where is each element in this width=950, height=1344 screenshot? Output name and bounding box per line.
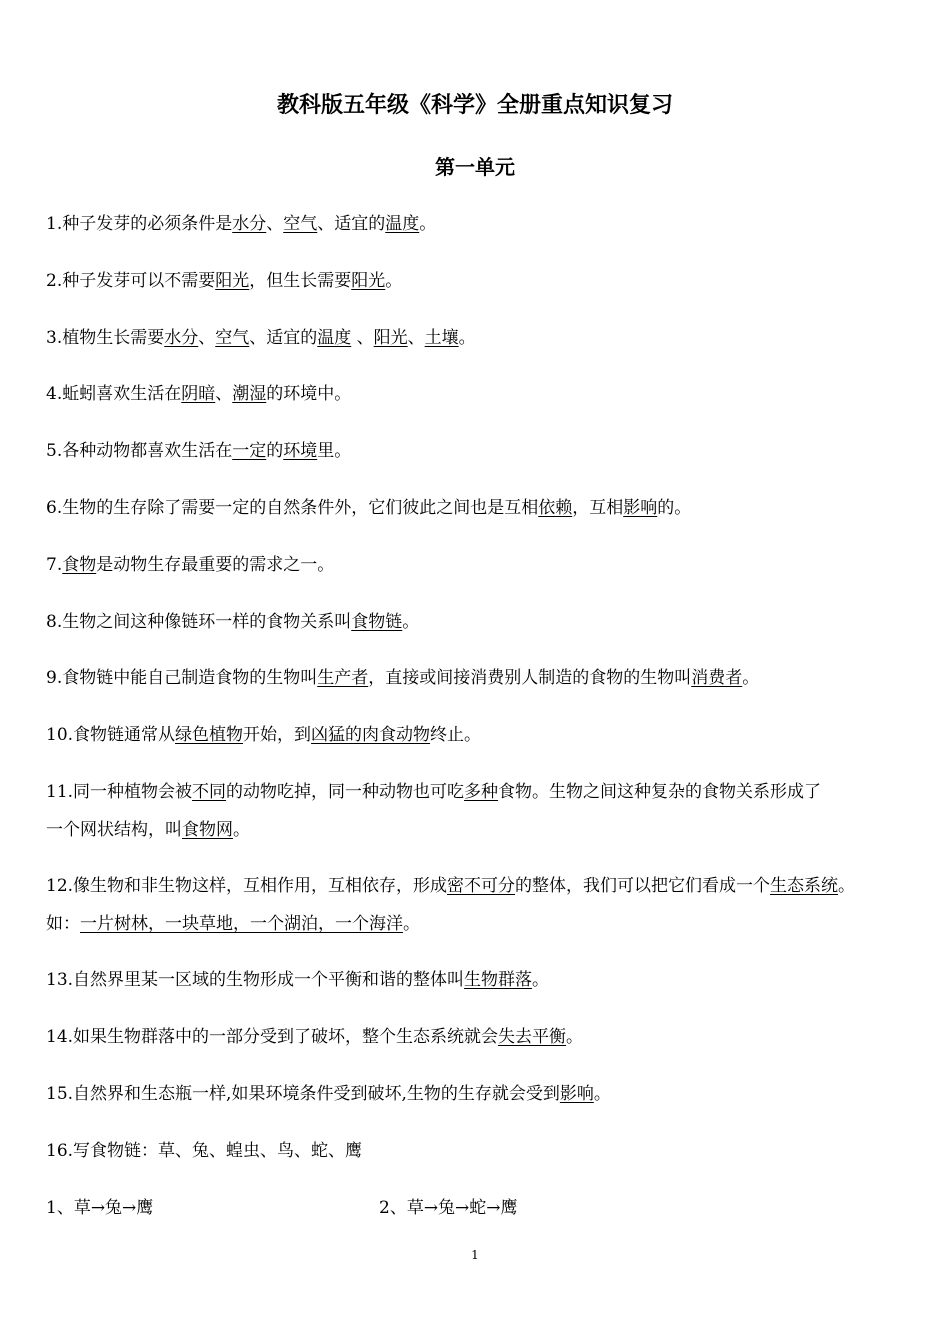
item-text: 终止。 — [430, 725, 482, 745]
item-text: 的动物吃掉，同一种动物也可吃 — [226, 782, 465, 802]
answer-blank: 依赖 — [538, 498, 573, 518]
item-text: 、 — [351, 328, 374, 348]
answer-blank: 水分 — [164, 328, 199, 348]
item-text: 是动物生存最重要的需求之一。 — [96, 555, 335, 575]
item-text: 。 — [566, 1027, 584, 1047]
list-item — [46, 269, 916, 293]
answer-blank: 食物网 — [182, 820, 233, 840]
answer-blank: 绿色植物 — [175, 725, 244, 745]
answer-blank: 潮湿 — [232, 384, 267, 404]
item-text: 、 — [407, 328, 425, 348]
answer-blank: 生产者 — [317, 668, 369, 688]
list-item — [46, 874, 916, 898]
list-item — [46, 666, 916, 690]
item-text: 12.像生物和非生物这样，互相作用，互相依存，形成 — [46, 876, 448, 896]
item-text: ，但生长需要 — [249, 271, 352, 291]
answer-blank: 环境 — [283, 441, 318, 461]
answer-blank: 密不可分 — [447, 876, 516, 896]
item-text: 。 — [385, 271, 403, 291]
answer-blank: 不同 — [192, 782, 227, 802]
item-text: 5.各种动物都喜欢生活在 — [46, 441, 233, 461]
item-text: 13.自然界里某一区域的生物形成一个平衡和谐的整体叫 — [46, 970, 465, 990]
answer-blank: 影响 — [559, 1084, 594, 1104]
item-text: 、适宜的 — [317, 214, 386, 234]
item-text: 开始，到 — [243, 725, 312, 745]
item-text: 。 — [532, 970, 550, 990]
answer-blank: 空气 — [215, 328, 250, 348]
list-item — [46, 968, 916, 992]
item-text: ，互相 — [572, 498, 624, 518]
item-text: 2.种子发芽可以不需要 — [46, 271, 216, 291]
item-text: 10.食物链通常从 — [46, 725, 176, 745]
item-text: 。 — [458, 328, 476, 348]
list-item — [46, 780, 916, 804]
page-number: 1 — [471, 1248, 479, 1262]
item-text: 的。 — [657, 498, 692, 518]
item-text: 里。 — [317, 441, 352, 461]
answer-blank: 空气 — [283, 214, 318, 234]
item-text: 15.自然界和生态瓶一样,如果环境条件受到破坏,生物的生存就会受到 — [46, 1084, 560, 1104]
item-text: 。 — [593, 1084, 611, 1104]
answer-blank: 食物 — [62, 555, 97, 575]
list-item — [46, 1082, 916, 1106]
item-text: 。 — [402, 612, 420, 632]
list-item — [46, 212, 916, 236]
item-text: 16.写食物链：草、兔、蝗虫、鸟、蛇、鹰 — [46, 1141, 363, 1161]
item-text: ，直接或间接消费别人制造的食物的生物叫 — [368, 668, 692, 688]
item-text: 4.蚯蚓喜欢生活在 — [46, 384, 182, 404]
item-text: 14.如果生物群落中的一部分受到了破坏，整个生态系统就会 — [46, 1027, 499, 1047]
page-title: 教科版五年级《科学》全册重点知识复习 — [276, 93, 673, 118]
item-text: 食物。生物之间这种复杂的食物关系形成了 — [498, 782, 822, 802]
item-text: 6.生物的生存除了需要一定的自然条件外，它们彼此之间也是互相 — [46, 498, 539, 518]
answer-blank: 土壤 — [424, 328, 459, 348]
answer-blank: 阳光 — [373, 328, 408, 348]
item-text: 3.植物生长需要 — [46, 328, 165, 348]
answer-blank: 多种 — [464, 782, 499, 802]
list-item — [46, 326, 916, 350]
list-item — [46, 723, 916, 747]
answer-blank: 生态系统 — [770, 876, 839, 896]
answer-blank: 水分 — [232, 214, 267, 234]
unit-heading: 第一单元 — [435, 155, 515, 179]
item-text: 、 — [215, 384, 233, 404]
item-text: 11.同一种植物会被 — [46, 782, 193, 802]
food-chain-1: 1、草→兔→鹰 — [46, 1198, 154, 1218]
answer-blank: 温度 — [317, 328, 352, 348]
food-chain-answers — [46, 1196, 916, 1220]
item-text: 、适宜的 — [249, 328, 318, 348]
list-item — [46, 818, 916, 842]
item-text: 7. — [46, 555, 63, 575]
item-text: 1.种子发芽的必须条件是 — [46, 214, 233, 234]
item-text: 。 — [233, 820, 250, 840]
item-text: 如： — [46, 914, 80, 934]
item-text: 、 — [266, 214, 284, 234]
answer-blank: 生物群落 — [464, 970, 533, 990]
item-text: 9.食物链中能自己制造食物的生物叫 — [46, 668, 318, 688]
item-text: 。 — [838, 876, 856, 896]
answer-blank: 一片树林，一块草地，一个湖泊，一个海洋 — [80, 914, 403, 934]
list-item — [46, 382, 916, 406]
list-item — [46, 610, 916, 634]
list-item — [46, 439, 916, 463]
item-text: 的 — [266, 441, 284, 461]
answer-blank: 影响 — [623, 498, 658, 518]
list-item — [46, 553, 916, 577]
item-text: 一个网状结构，叫 — [46, 820, 182, 840]
item-text: 。 — [419, 214, 437, 234]
answer-blank: 阳光 — [215, 271, 250, 291]
item-text: 的环境中。 — [266, 384, 352, 404]
list-item — [46, 912, 916, 936]
item-text: 、 — [198, 328, 216, 348]
item-text: 的整体，我们可以把它们看成一个 — [515, 876, 771, 896]
answer-blank: 失去平衡 — [498, 1027, 567, 1047]
answer-blank: 消费者 — [691, 668, 743, 688]
answer-blank: 温度 — [385, 214, 420, 234]
answer-blank: 凶猛的肉食动物 — [311, 725, 431, 745]
answer-blank: 阴暗 — [181, 384, 216, 404]
food-chain-2: 2、草→兔→蛇→鹰 — [379, 1198, 518, 1218]
item-text: 8.生物之间这种像链环一样的食物关系叫 — [46, 612, 352, 632]
item-text: 。 — [742, 668, 760, 688]
answer-blank: 食物链 — [351, 612, 403, 632]
list-item — [46, 1025, 916, 1049]
item-text: 。 — [403, 914, 420, 934]
list-item — [46, 496, 916, 520]
answer-blank: 一定 — [232, 441, 267, 461]
list-item — [46, 1139, 916, 1163]
answer-blank: 阳光 — [351, 271, 386, 291]
